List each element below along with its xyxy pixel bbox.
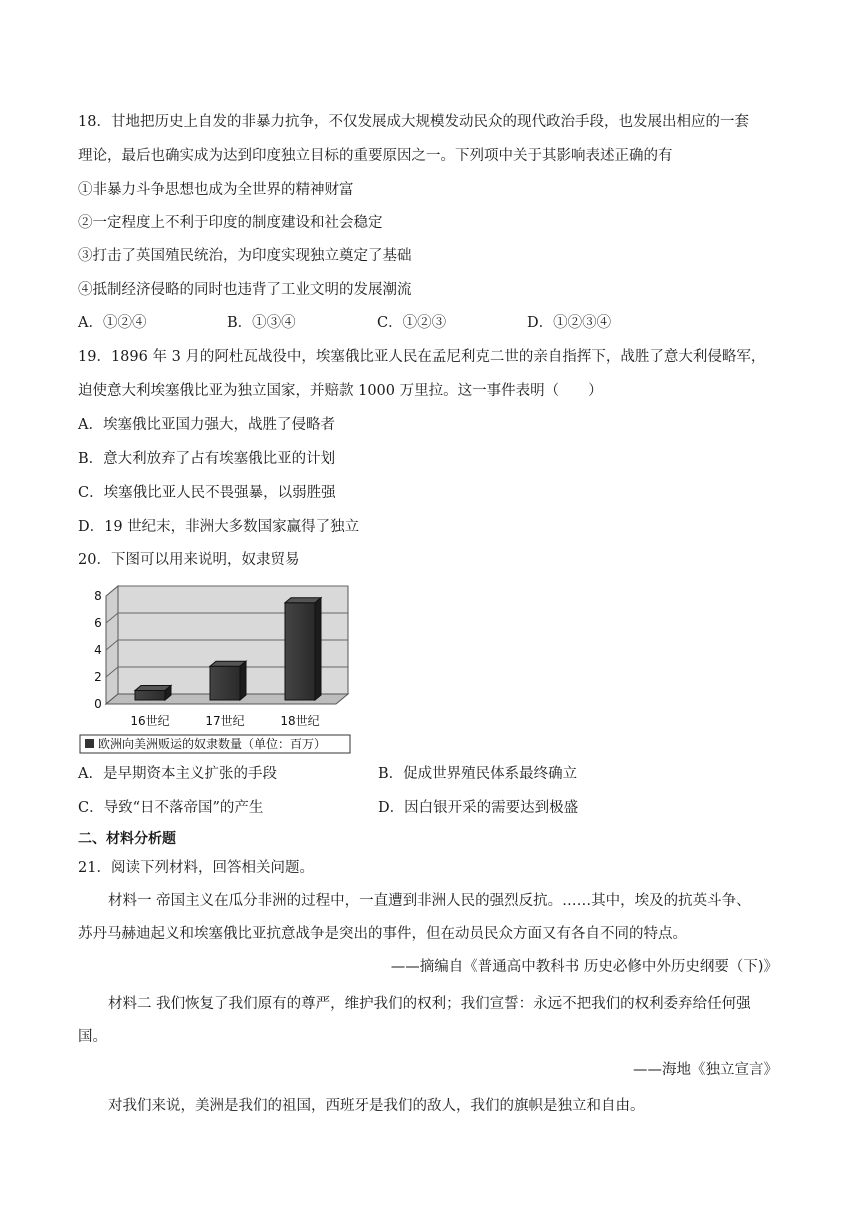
chart-x-tick-label: 17世纪 <box>205 714 245 728</box>
q19-option-a[interactable]: A．埃塞俄比亚国力强大，战胜了侵略者 <box>78 417 335 433</box>
q19-option-b[interactable]: B．意大利放弃了占有埃塞俄比亚的计划 <box>78 451 336 467</box>
q18-item-2: ②一定程度上不利于印度的制度建设和社会稳定 <box>78 215 383 231</box>
chart-bar-side <box>315 598 321 700</box>
chart-legend-text: 欧洲向美洲贩运的奴隶数量（单位：百万） <box>98 737 327 751</box>
chart-x-labels <box>130 713 319 728</box>
chart-bar-side <box>240 661 246 700</box>
q19-option-c[interactable]: C．埃塞俄比亚人民不畏强暴，以弱胜强 <box>78 485 336 501</box>
chart-bar <box>210 666 240 700</box>
slave-trade-bar-chart <box>78 582 368 757</box>
q18-option-a[interactable]: A．①②④ <box>78 315 147 331</box>
q18-option-c[interactable]: C．①②③ <box>377 315 447 331</box>
chart-bar <box>135 691 165 701</box>
chart-bar <box>285 603 315 700</box>
q21-stem: 21．阅读下列材料，回答相关问题。 <box>78 860 314 876</box>
q18-stem-line2: 理论，最后也确实成为达到印度独立目标的重要原因之一。下列项中关于其影响表述正确的有 <box>78 148 673 164</box>
q18-option-b[interactable]: B．①③④ <box>227 315 296 331</box>
q21-material2-source: ——海地《独立宣言》 <box>633 1062 778 1078</box>
q21-material3-line1: 对我们来说，美洲是我们的祖国，西班牙是我们的敌人，我们的旗帜是独立和自由。 <box>108 1098 645 1114</box>
q19-option-d[interactable]: D．19 世纪末，非洲大多数国家赢得了独立 <box>78 519 360 535</box>
chart-y-tick-label: 0 <box>94 697 102 711</box>
q20-option-c[interactable]: C．导致“日不落帝国”的产生 <box>78 800 264 816</box>
q21-material1-line2: 苏丹马赫迪起义和埃塞俄比亚抗意战争是突出的事件，但在动员民众方面又有各自不同的特点。 <box>78 926 687 942</box>
chart-y-tick-label: 4 <box>94 643 102 657</box>
q18-item-3: ③打击了英国殖民统治，为印度实现独立奠定了基础 <box>78 248 412 264</box>
q20-option-a[interactable]: A．是早期资本主义扩张的手段 <box>78 766 277 782</box>
q18-item-4: ④抵制经济侵略的同时也违背了工业文明的发展潮流 <box>78 282 412 298</box>
chart-legend-swatch <box>85 739 94 748</box>
chart-y-tick-label: 2 <box>94 670 102 684</box>
q20-option-d[interactable]: D．因白银开采的需要达到极盛 <box>378 800 579 816</box>
q18-option-d[interactable]: D．①②③④ <box>527 315 612 331</box>
q21-material2-line1: 材料二 我们恢复了我们原有的尊严，维护我们的权利；我们宣誓：永远不把我们的权利委弃给任何强 <box>108 996 751 1012</box>
chart-y-tick-label: 8 <box>94 589 102 603</box>
chart-y-ticks <box>94 589 102 711</box>
q21-material1-source: ——摘编自《普通高中教科书 历史必修中外历史纲要（下)》 <box>390 959 778 975</box>
q19-stem-line2: 迫使意大利埃塞俄比亚为独立国家，并赔款 1000 万里拉。这一事件表明（ ） <box>78 383 603 399</box>
q21-material2-line2: 国。 <box>78 1029 107 1045</box>
chart-x-tick-label: 16世纪 <box>130 714 170 728</box>
q20-option-b[interactable]: B．促成世界殖民体系最终确立 <box>378 766 578 782</box>
q18-stem-line1: 18．甘地把历史上自发的非暴力抗争，不仅发展成大规模发动民众的现代政治手段，也发展出相应的一套 <box>78 114 749 130</box>
chart-x-tick-label: 18世纪 <box>280 714 320 728</box>
q18-item-1: ①非暴力斗争思想也成为全世界的精神财富 <box>78 182 354 198</box>
chart-y-tick-label: 6 <box>94 616 102 630</box>
q19-stem-line1: 19．1896 年 3 月的阿杜瓦战役中，埃塞俄比亚人民在孟尼利克二世的亲自指挥下，战胜了意大利侵略军， <box>78 349 766 365</box>
q20-stem: 20．下图可以用来说明，奴隶贸易 <box>78 552 300 568</box>
section-title: 二、材料分析题 <box>78 831 176 847</box>
q21-material1-line1: 材料一 帝国主义在瓜分非洲的过程中，一直遭到非洲人民的强烈反抗。……其中，埃及的抗英斗争、 <box>108 893 751 909</box>
